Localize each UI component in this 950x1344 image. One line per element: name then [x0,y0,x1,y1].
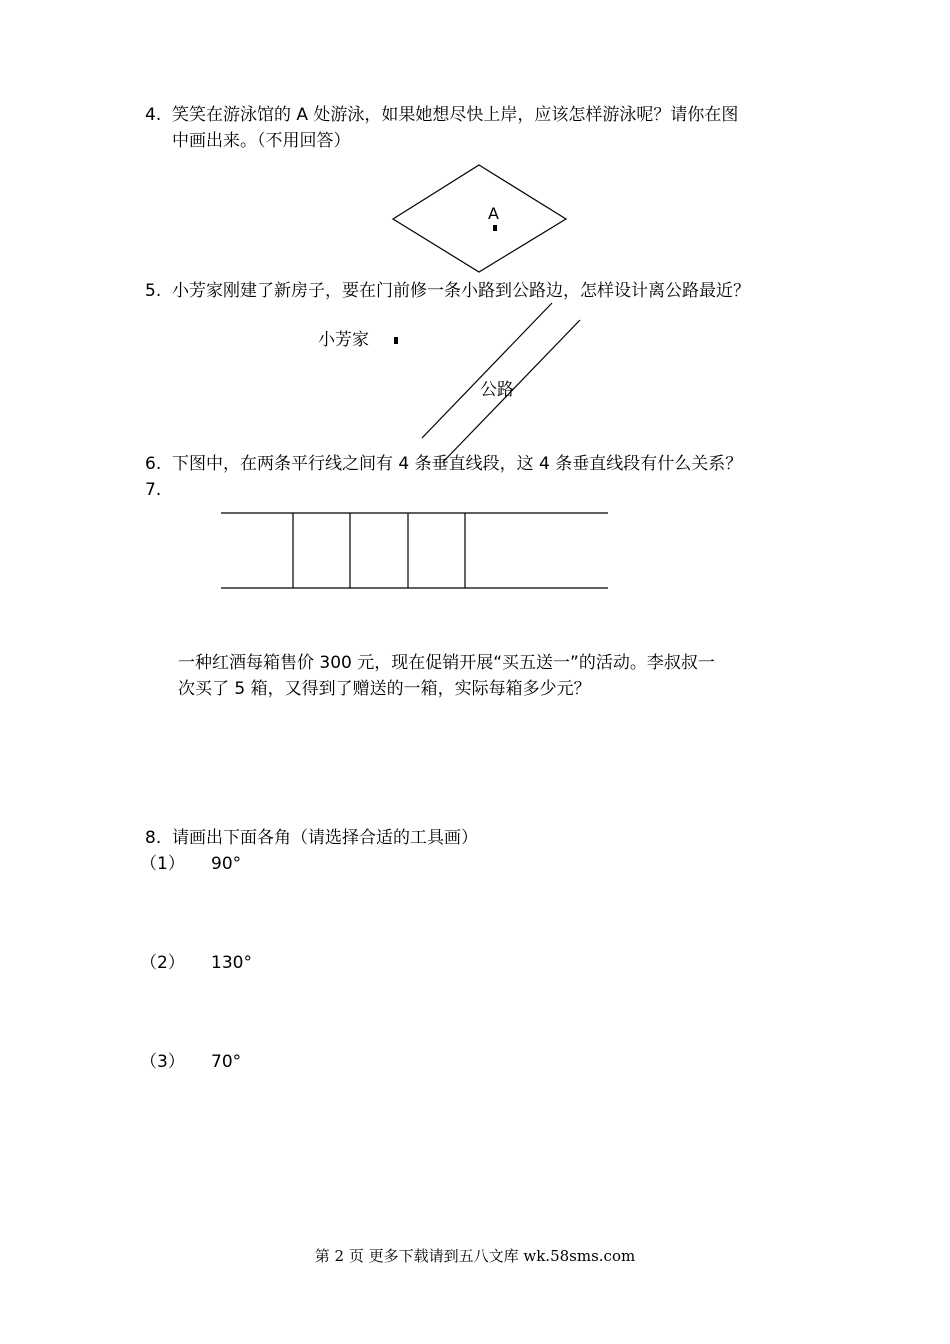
angle-item-3-value: 70° [211,1052,242,1072]
q4-text-line1: 笑笑在游泳馆的 A 处游泳，如果她想尽快上岸，应该怎样游泳呢？请你在图 [172,105,739,125]
angle-item-2-label: （2） [140,953,185,973]
angle-item-2-value: 130° [211,953,252,973]
page-footer: 第 2 页 更多下载请到五八文库 wk.58sms.com [314,1247,636,1265]
q7-text-line2: 次买了 5 箱，又得到了赠送的一箱，实际每箱多少元？ [178,679,591,699]
q6-number: 6. [145,454,162,474]
road-label: 公路 [480,380,514,400]
q5-number: 5. [145,281,162,301]
q8-text: 请画出下面各角（请选择合适的工具画） [172,828,478,848]
q4-text-line2: 中画出来。（不用回答） [172,131,351,151]
q6-text: 下图中，在两条平行线之间有 4 条垂直线段，这 4 条垂直线段有什么关系？ [172,454,743,474]
house-label: 小芳家 [318,330,369,350]
house-marker [394,337,398,344]
point-a-marker [493,225,497,231]
point-a-label: A [488,204,499,223]
q5-text: 小芳家刚建了新房子，要在门前修一条小路到公路边，怎样设计离公路最近？ [172,281,750,301]
pool-diamond [393,165,566,272]
q7-number: 7. [145,480,162,500]
road-edge-left [422,303,552,438]
angle-item-1-label: （1） [140,854,185,874]
angle-item-3-label: （3） [140,1052,185,1072]
q4-number: 4. [145,105,162,125]
q8-number: 8. [145,828,162,848]
q7-text-line1: 一种红酒每箱售价 300 元，现在促销开展“买五送一”的活动。李叔叔一 [178,653,715,673]
angle-item-1-value: 90° [211,854,242,874]
